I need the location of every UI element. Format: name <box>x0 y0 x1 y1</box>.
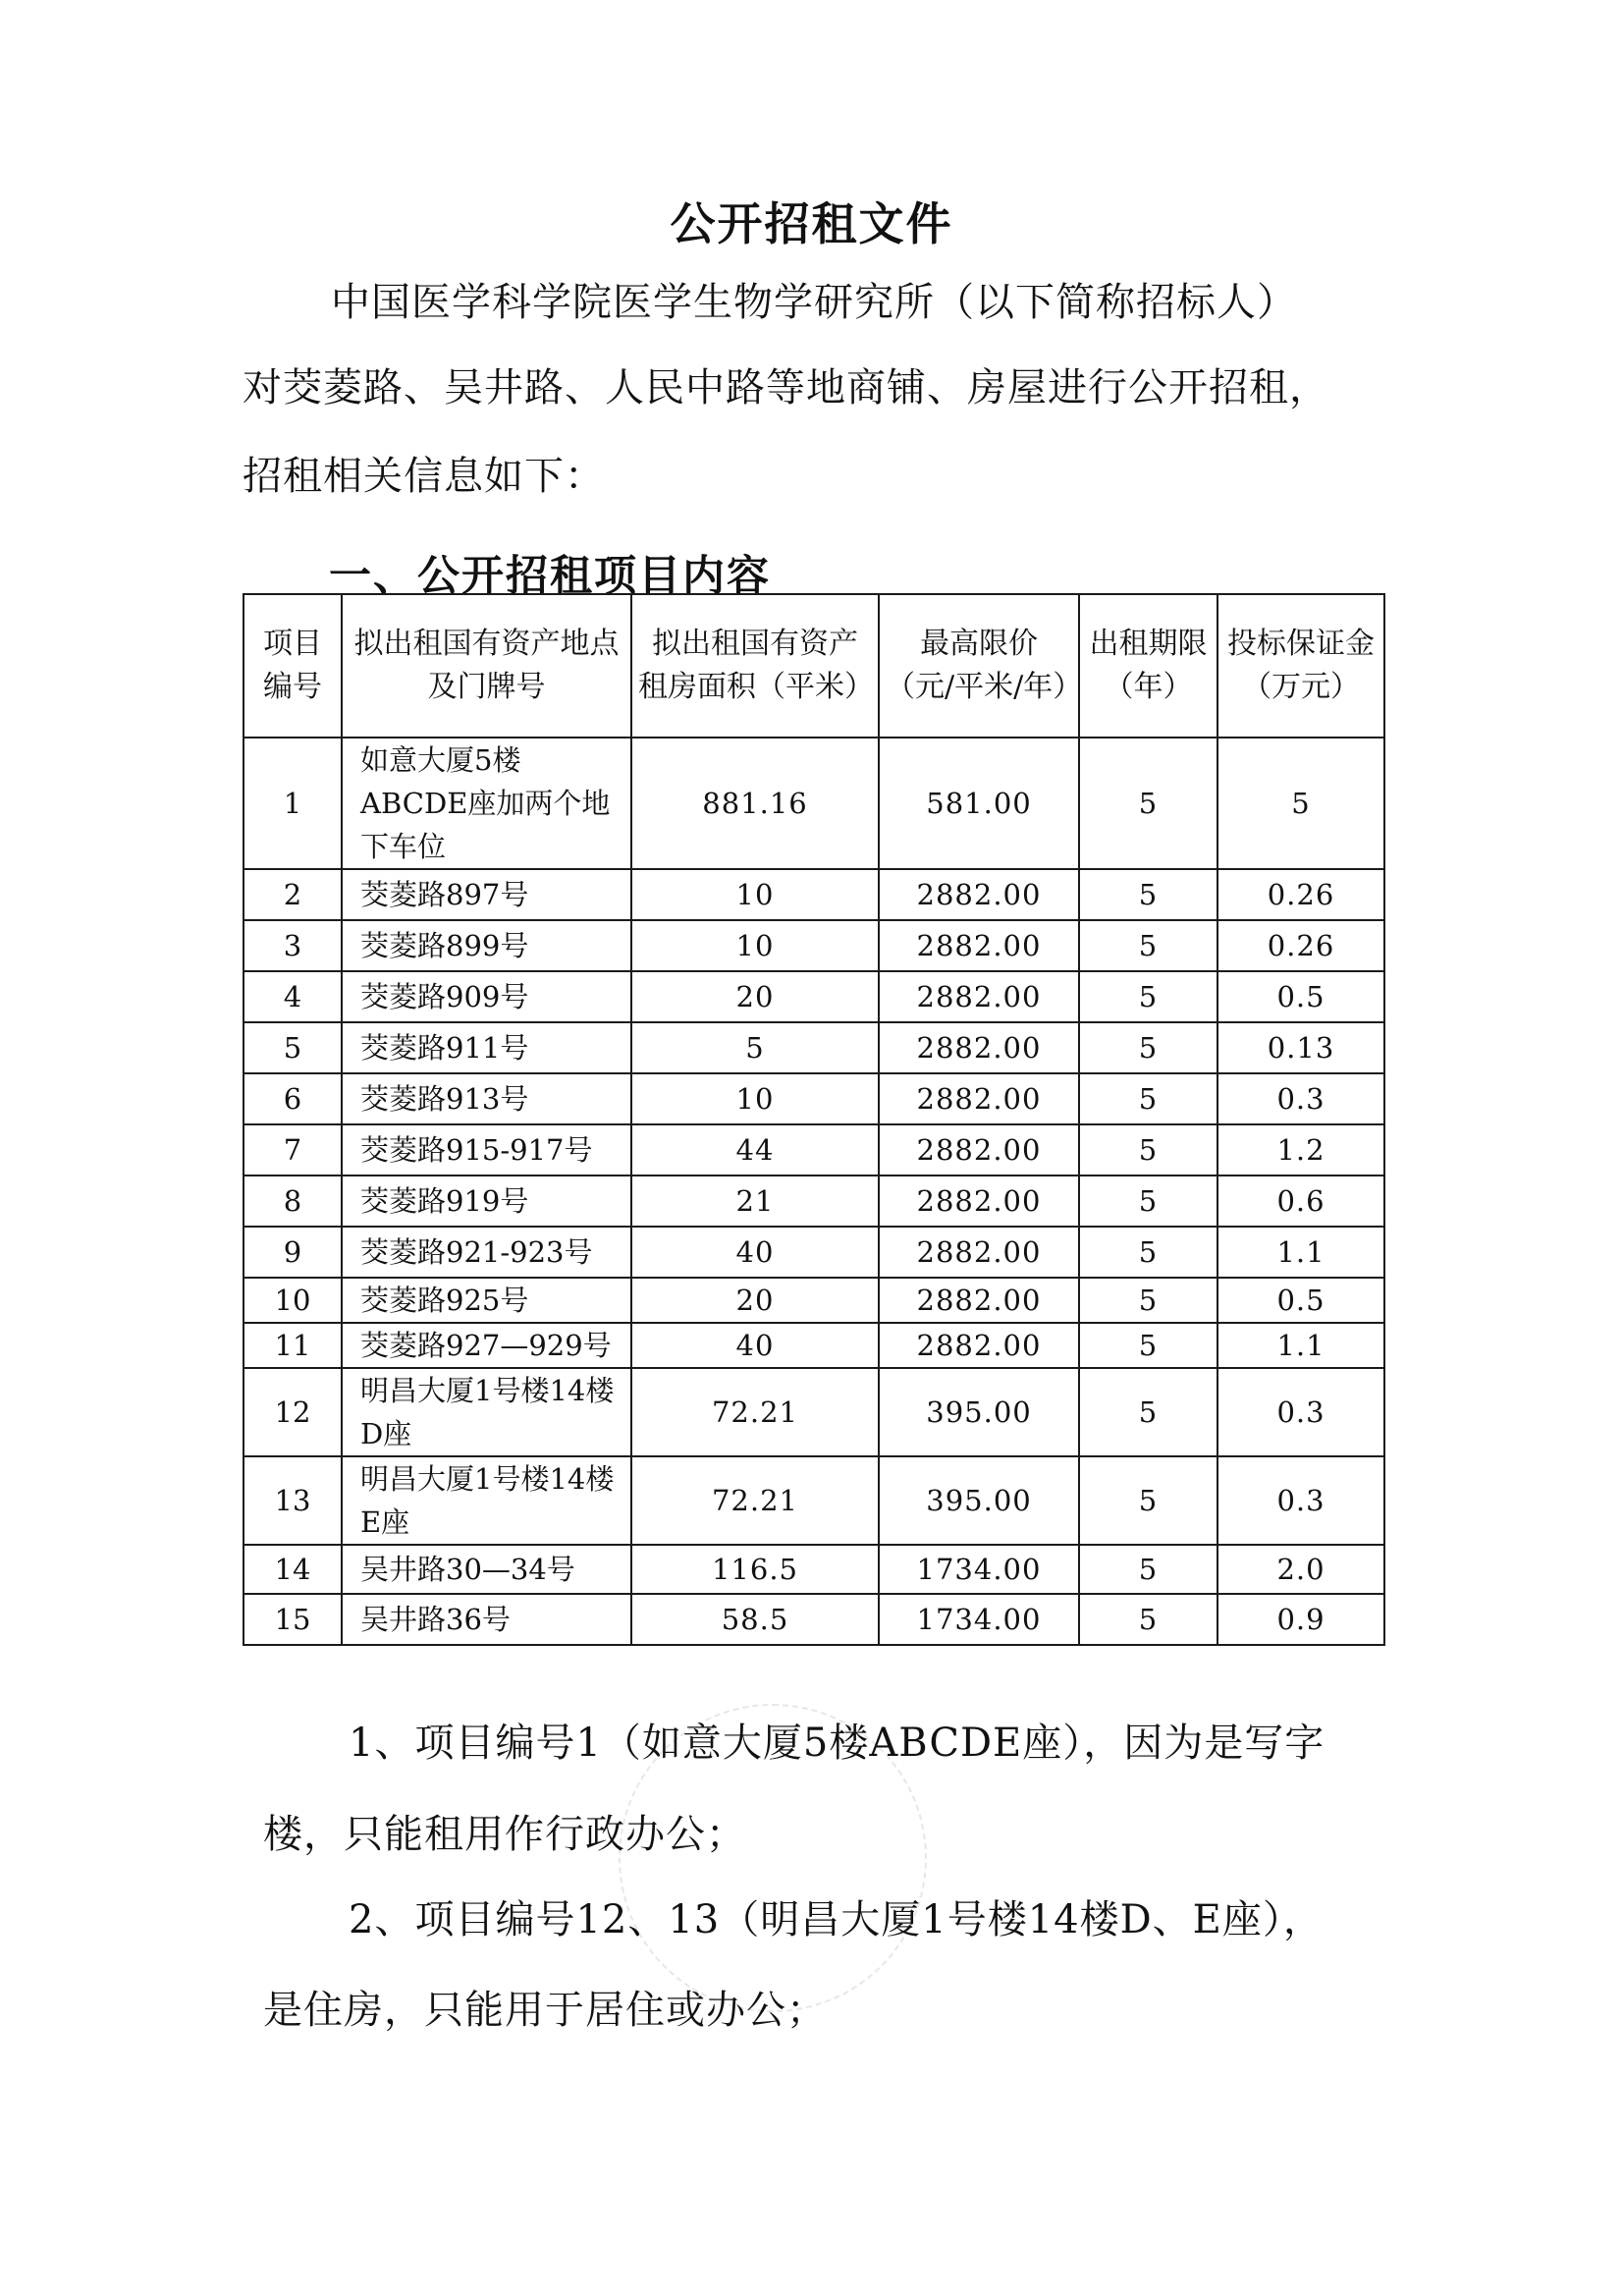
table-header-row <box>243 594 1384 738</box>
cell-area: 10 <box>631 869 879 920</box>
cell-id: 8 <box>243 1175 342 1227</box>
table-row <box>243 1022 1384 1073</box>
cell-location: 吴井路30—34号 <box>342 1545 631 1594</box>
table-row <box>243 1368 1384 1456</box>
intro-line-1: 中国医学科学院医学生物学研究所（以下简称招标人） <box>331 280 1297 325</box>
cell-term: 5 <box>1079 1545 1217 1594</box>
cell-id: 4 <box>243 971 342 1022</box>
cell-id: 11 <box>243 1323 342 1368</box>
cell-term: 5 <box>1079 1278 1217 1323</box>
cell-deposit: 2.0 <box>1217 1545 1384 1594</box>
cell-id: 10 <box>243 1278 342 1323</box>
cell-location: 茭菱路897号 <box>342 869 631 920</box>
cell-price: 2882.00 <box>879 1227 1079 1278</box>
table-row <box>243 738 1384 869</box>
cell-term: 5 <box>1079 1073 1217 1124</box>
header-price: 最高限价（元/平米/年） <box>879 594 1079 738</box>
cell-id: 7 <box>243 1124 342 1175</box>
cell-price: 1734.00 <box>879 1594 1079 1645</box>
table-row <box>243 920 1384 971</box>
cell-location: 茭菱路921-923号 <box>342 1227 631 1278</box>
note-1-line-2: 楼，只能租用作行政办公； <box>263 1812 746 1857</box>
cell-location: 明昌大厦1号楼14楼D座 <box>342 1368 631 1456</box>
cell-area: 10 <box>631 1073 879 1124</box>
cell-area: 20 <box>631 971 879 1022</box>
cell-deposit: 0.13 <box>1217 1022 1384 1073</box>
cell-area: 40 <box>631 1227 879 1278</box>
cell-term: 5 <box>1079 920 1217 971</box>
cell-location: 茭菱路911号 <box>342 1022 631 1073</box>
cell-deposit: 0.3 <box>1217 1073 1384 1124</box>
cell-area: 881.16 <box>631 738 879 869</box>
cell-term: 5 <box>1079 1022 1217 1073</box>
cell-deposit: 0.5 <box>1217 971 1384 1022</box>
cell-location: 茭菱路919号 <box>342 1175 631 1227</box>
cell-term: 5 <box>1079 1456 1217 1545</box>
cell-location: 明昌大厦1号楼14楼E座 <box>342 1456 631 1545</box>
header-id: 项目编号 <box>243 594 342 738</box>
cell-location: 茭菱路899号 <box>342 920 631 971</box>
table-row <box>243 1227 1384 1278</box>
note-2-line-1: 2、项目编号12、13（明昌大厦1号楼14楼D、E座）， <box>349 1897 1324 1942</box>
cell-term: 5 <box>1079 869 1217 920</box>
cell-term: 5 <box>1079 1227 1217 1278</box>
cell-price: 2882.00 <box>879 971 1079 1022</box>
cell-price: 2882.00 <box>879 1073 1079 1124</box>
cell-term: 5 <box>1079 1124 1217 1175</box>
cell-id: 15 <box>243 1594 342 1645</box>
cell-location: 茭菱路909号 <box>342 971 631 1022</box>
cell-price: 395.00 <box>879 1456 1079 1545</box>
cell-price: 395.00 <box>879 1368 1079 1456</box>
cell-term: 5 <box>1079 1368 1217 1456</box>
cell-id: 12 <box>243 1368 342 1456</box>
note-1-line-1: 1、项目编号1（如意大厦5楼ABCDE座），因为是写字 <box>349 1721 1325 1766</box>
cell-price: 2882.00 <box>879 1022 1079 1073</box>
cell-term: 5 <box>1079 971 1217 1022</box>
cell-area: 116.5 <box>631 1545 879 1594</box>
cell-id: 5 <box>243 1022 342 1073</box>
cell-location: 如意大厦5楼ABCDE座加两个地下车位 <box>342 738 631 869</box>
header-term: 出租期限（年） <box>1079 594 1217 738</box>
cell-area: 44 <box>631 1124 879 1175</box>
cell-location: 茭菱路915-917号 <box>342 1124 631 1175</box>
rental-items-table <box>243 593 1385 1646</box>
cell-id: 14 <box>243 1545 342 1594</box>
table-row <box>243 1175 1384 1227</box>
cell-id: 2 <box>243 869 342 920</box>
page-title: 公开招租文件 <box>670 197 953 250</box>
table-row <box>243 1323 1384 1368</box>
cell-location: 茭菱路913号 <box>342 1073 631 1124</box>
cell-deposit: 0.26 <box>1217 869 1384 920</box>
cell-term: 5 <box>1079 1323 1217 1368</box>
cell-area: 40 <box>631 1323 879 1368</box>
cell-location: 茭菱路925号 <box>342 1278 631 1323</box>
cell-area: 5 <box>631 1022 879 1073</box>
header-location: 拟出租国有资产地点及门牌号 <box>342 594 631 738</box>
note-2-line-2: 是住房，只能用于居住或办公； <box>263 1988 827 2033</box>
cell-deposit: 1.1 <box>1217 1323 1384 1368</box>
cell-area: 21 <box>631 1175 879 1227</box>
cell-price: 2882.00 <box>879 869 1079 920</box>
table-row <box>243 1278 1384 1323</box>
cell-deposit: 0.26 <box>1217 920 1384 971</box>
cell-deposit: 0.5 <box>1217 1278 1384 1323</box>
cell-deposit: 0.3 <box>1217 1456 1384 1545</box>
cell-price: 2882.00 <box>879 1323 1079 1368</box>
cell-id: 9 <box>243 1227 342 1278</box>
table-row <box>243 869 1384 920</box>
cell-area: 20 <box>631 1278 879 1323</box>
table-row <box>243 1545 1384 1594</box>
cell-price: 2882.00 <box>879 1175 1079 1227</box>
table-row <box>243 971 1384 1022</box>
cell-deposit: 1.1 <box>1217 1227 1384 1278</box>
cell-deposit: 5 <box>1217 738 1384 869</box>
cell-term: 5 <box>1079 738 1217 869</box>
cell-area: 10 <box>631 920 879 971</box>
cell-price: 2882.00 <box>879 920 1079 971</box>
cell-deposit: 0.9 <box>1217 1594 1384 1645</box>
cell-id: 6 <box>243 1073 342 1124</box>
intro-line-2: 对茭菱路、吴井路、人民中路等地商铺、房屋进行公开招租， <box>243 365 1329 410</box>
header-area: 拟出租国有资产租房面积（平米） <box>631 594 879 738</box>
section-heading: 一、公开招租项目内容 <box>329 552 771 601</box>
cell-id: 13 <box>243 1456 342 1545</box>
cell-id: 1 <box>243 738 342 869</box>
table-row <box>243 1124 1384 1175</box>
cell-area: 72.21 <box>631 1456 879 1545</box>
cell-deposit: 1.2 <box>1217 1124 1384 1175</box>
cell-price: 1734.00 <box>879 1545 1079 1594</box>
cell-price: 2882.00 <box>879 1124 1079 1175</box>
cell-id: 3 <box>243 920 342 971</box>
cell-term: 5 <box>1079 1594 1217 1645</box>
cell-term: 5 <box>1079 1175 1217 1227</box>
table-row <box>243 1594 1384 1645</box>
table-row <box>243 1456 1384 1545</box>
table-row <box>243 1073 1384 1124</box>
cell-location: 吴井路36号 <box>342 1594 631 1645</box>
cell-area: 72.21 <box>631 1368 879 1456</box>
cell-price: 2882.00 <box>879 1278 1079 1323</box>
cell-deposit: 0.3 <box>1217 1368 1384 1456</box>
cell-deposit: 0.6 <box>1217 1175 1384 1227</box>
header-deposit: 投标保证金（万元） <box>1217 594 1384 738</box>
cell-area: 58.5 <box>631 1594 879 1645</box>
intro-line-3: 招租相关信息如下： <box>243 454 605 499</box>
cell-price: 581.00 <box>879 738 1079 869</box>
cell-location: 茭菱路927—929号 <box>342 1323 631 1368</box>
